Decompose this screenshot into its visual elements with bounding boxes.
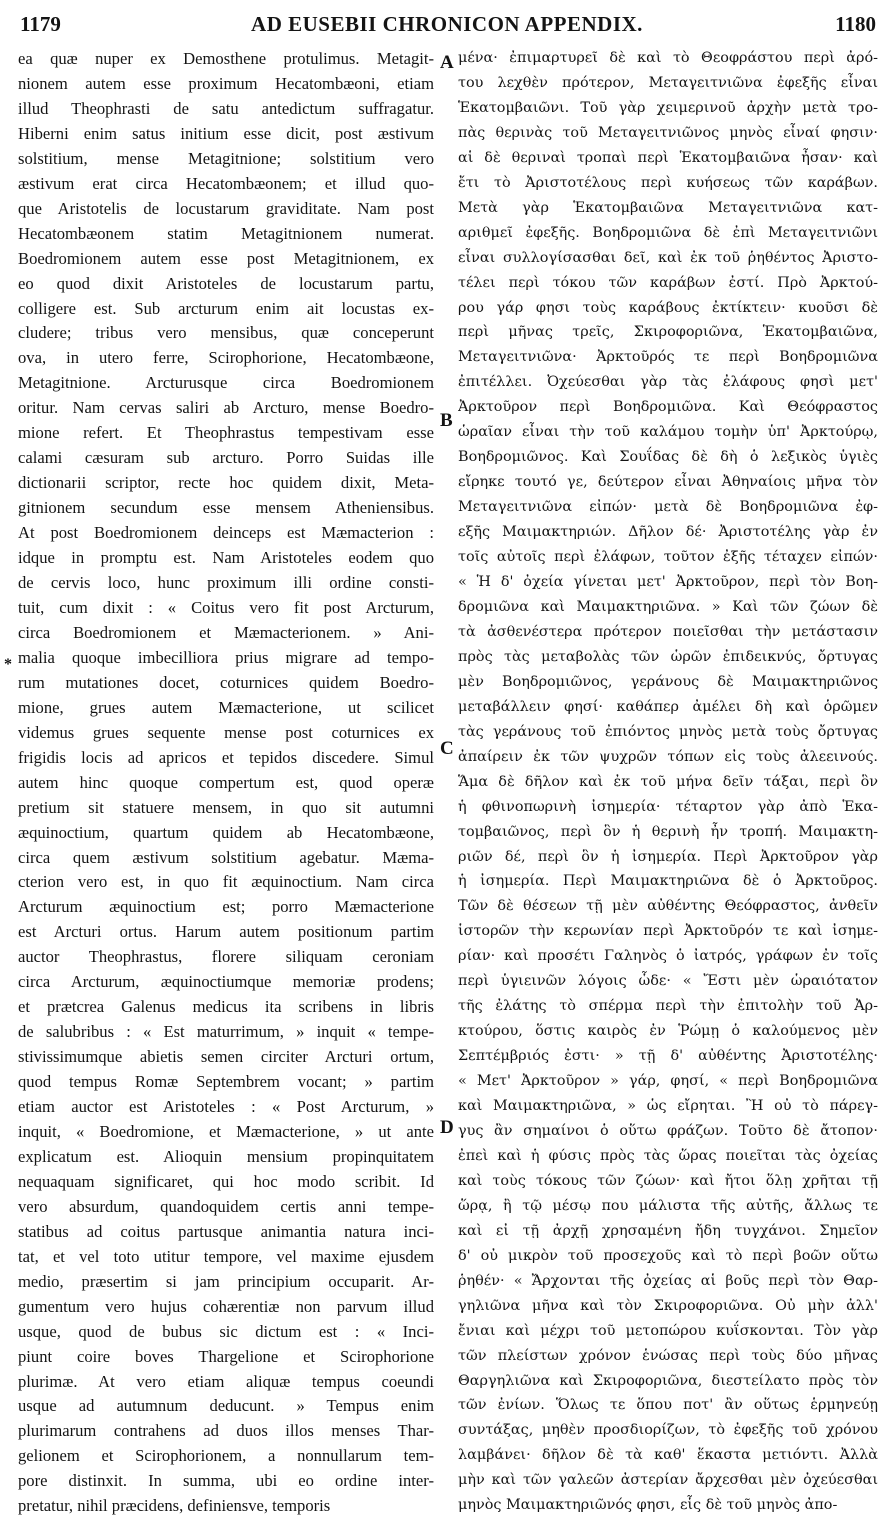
text-line: ova, in utero ferre, Scirophorione, Hecatombæone, xyxy=(18,348,434,368)
text-line: Metagitnione. Arcturusque circa Boedromionem xyxy=(18,373,434,393)
text-line: πρὸς τὰς μεταβολὰς τῶν ὡρῶν ἐπιδεικνύς, ὄρτυγας xyxy=(458,648,878,665)
text-line: γηλιῶνα μῆνα καὶ τὸν Σκιροφοριῶνα. Οὐ μὴν ἀλλ' xyxy=(458,1297,878,1314)
text-line: circa Arcturum, æquinoctiumque memoriæ prodens; xyxy=(18,972,434,992)
text-line: Θαργηλιῶνα καὶ Σκιροφοριῶνα, διεστείλατο πρὸς τὸν xyxy=(458,1372,878,1389)
text-line: usque ad autumnum deducunt. » Tempus enim xyxy=(18,1396,434,1416)
text-line: λαμβάνει· δῆλον δὲ τὰ καθ' ἕκαστα μετιόντι. Ἀλλὰ xyxy=(458,1447,878,1464)
text-line: calami cæsuram sub arcturo. Porro Suidas ille xyxy=(18,448,434,468)
text-line: est Arcturi ortus. Harum autem positionum partim xyxy=(18,922,434,942)
text-line: de cervis loco, hunc proximum illi ordine consti- xyxy=(18,573,434,593)
text-line: etiam auctor est Aristoteles : « Post Arcturum, » xyxy=(18,1097,434,1117)
page-number-right: 1180 xyxy=(835,12,876,36)
text-line: Βοηδρομιῶνος. Καὶ Σουΐδας δὲ δὴ ὁ λεξικὸς ὑγιὲς xyxy=(458,449,878,466)
text-line: ἐπεὶ καὶ ἡ φύσις πρὸς τὰς ὥρας ποιεῖται τὰς ὀχείας xyxy=(458,1147,878,1164)
text-line: ρίαν· καὶ προσέτι Γαληνὸς ὁ ἰατρός, γράφων ἐν τοῖς xyxy=(458,948,878,965)
margin-marker-c: C xyxy=(440,738,454,759)
text-line: mione refert. Et Theophrastus tempestivam esse xyxy=(18,423,434,443)
text-line: illud Theophrasti de satu antedictum suffragatur. xyxy=(18,98,434,118)
text-line: ριῶν δέ, περὶ ὃν ἡ ἰσημερία. Περὶ Ἀρκτοῦρον γὰρ xyxy=(458,848,878,865)
running-header xyxy=(0,8,894,42)
text-line: idque in promptu est. Nam Aristoteles eodem quo xyxy=(18,548,434,568)
text-line: frigidis locis ad apricos et tepidos discedere. Simul xyxy=(18,747,434,767)
text-line: μεταβάλλειν φησί· καθάπερ ἀμέλει δὴ καὶ ὁρῶμεν xyxy=(458,698,878,715)
text-line: autem hinc quoque compertum est, quod operæ xyxy=(18,772,434,792)
text-line: cludere; tribus vero mensibus, quæ conceperunt xyxy=(18,323,434,343)
text-line: μηνὸς Μαιμακτηριῶνός φησι, εἷς δὲ τοῦ μηνὸς ἀπο- xyxy=(458,1497,838,1514)
text-line: τὰ ἀσθενέστερα πρότερον ποιεῖσθαι τὴν μετάστασιν xyxy=(458,623,878,640)
text-line: τέλει περὶ τόκου τῶν καράβων ἐστί. Πρὸ Ἀρκτού- xyxy=(458,274,878,291)
text-line: ὡραῖαν εἶναι τὴν τοῦ καλάμου τομὴν ὑπ' Ἀρκτούρῳ, xyxy=(458,424,878,441)
margin-marker-b: B xyxy=(440,410,453,431)
text-line: tuit, cum dixit : « Coitus vero fit post Arcturum, xyxy=(18,597,434,617)
text-line: explicatum est. Alioquin mensium propinquitatem xyxy=(18,1146,434,1166)
text-line: de salubribus : « Est maturrimum, » inquit « tempe- xyxy=(18,1022,434,1042)
text-line: vero absurdum, quandoquidem certis anni tempe- xyxy=(18,1196,434,1216)
text-line: δ' οὐ μικρὸν τοῦ προσεχοῦς καὶ τὸ περὶ βοῶν οὕτω xyxy=(458,1247,878,1264)
text-line: colligere est. Sub arcturum enim ait locustas ex- xyxy=(18,298,434,318)
text-line: ἐπιτέλλει. Ὀχεύεσθαι γὰρ τὰς ἐλάφους φησὶ μετ' xyxy=(458,374,878,391)
text-line: κτούρου, ὅστις καιρὸς ἐν Ῥώμῃ ὁ καλούμενος μὲν xyxy=(458,1023,878,1040)
text-line: plurimarum contrahens ad duos illos menses Thar- xyxy=(18,1421,434,1441)
greek-column xyxy=(458,46,878,1518)
text-line: piunt coire boves Thargelione et Scirophorione xyxy=(18,1346,434,1366)
text-line: ea quæ nuper ex Demosthene protulimus. Metagit- xyxy=(18,49,434,68)
text-line: συντάξας, μηθὲν προσδιορίζων, τὸ ἐφεξῆς τοῦ χρόνου xyxy=(458,1422,878,1439)
text-line: æquinoctium, quartum quidem ab Hecatombæone, xyxy=(18,822,434,842)
text-line: nionem autem esse proximum Hecatombæoni, etiam xyxy=(18,73,434,93)
running-title: AD EUSEBII CHRONICON APPENDIX. xyxy=(251,12,643,36)
text-line: statibus ad coitus partusque animantia natura inci- xyxy=(18,1221,434,1241)
text-line: rum mutationes docet, coturnices quidem Boedro- xyxy=(18,672,434,692)
text-line: ἀπαίρειν ἐκ τῶν ψυχρῶν τόπων εἰς τοὺς ἀλεεινούς. xyxy=(458,748,878,765)
text-line: τὰς γεράνους τοῦ ἐπιόντος μηνὸς μετὰ τοὺς ὄρτυγας xyxy=(458,723,878,740)
text-line: eo quod dixit Aristoteles de locustarum partu, xyxy=(18,273,434,293)
text-line: que Aristotelis de locustarum graviditate. Nam post xyxy=(18,198,434,218)
text-line: Μεταγειτνιῶνα· Ἀρκτοῦρός τε περὶ Βοηδρομιῶνα xyxy=(458,349,878,366)
text-line: videmus grues sequente mense post coturnices ex xyxy=(18,722,434,742)
text-line: τῆς ἐλάτης τὸ σπέρμα περὶ τὴν ἐπιτολὴν τοῦ Ἀρ- xyxy=(458,998,878,1015)
text-line: oritur. Nam cervas saliri ab Arcturo, mense Boedro- xyxy=(18,398,434,418)
text-line: mione, grues autem Mæmacterione, ut scilicet xyxy=(18,697,434,717)
text-line: quod tempus Romæ Septembrem vocant; » partim xyxy=(18,1072,434,1092)
text-line: stivissimumque abietis semen circiter Arcturi ortum, xyxy=(18,1047,434,1067)
text-line: τῶν πλείστων χρόνον ἑνώσας περὶ τοὺς δύο μῆνας xyxy=(458,1347,878,1364)
text-line: αἱ δὲ θεριναὶ τροπαὶ περὶ Ἑκατομβαιῶνα ἦσαν· καὶ xyxy=(458,149,878,166)
text-line: δρομιῶνα καὶ Μαιμακτηριῶνα. » Καὶ τῶν ζώων δὲ xyxy=(458,598,878,615)
text-line: gelionem et Scirophorionem, a nonnullarum tem- xyxy=(18,1446,434,1466)
text-line: inquit, « Boedromione, et Mæmacterione, » ut ante xyxy=(18,1121,434,1141)
text-line: εξῆς Μαιμακτηριών. Δῆλον δέ· Ἀριστοτέλης γὰρ ἐν xyxy=(458,524,878,541)
text-line: gitnionem secundum esse mensem Atheniensibus. xyxy=(18,498,434,518)
text-line: εἶναι συλλογίσασθαι δεῖ, καὶ ἐκ τοῦ ῥηθέντος Ἀριστο- xyxy=(458,249,878,266)
text-line: τοῖς αὐτοῖς περὶ ἐλάφων, τοῦτον ἐξῆς τέταχεν εἰπών· xyxy=(458,549,878,566)
text-line: τομβαιῶνος, περὶ ὃν ἡ θερινὴ ἦν τροπή. Μαιμακτη- xyxy=(458,823,878,840)
page-number-left: 1179 xyxy=(20,12,61,36)
text-line: nequaquam significaret, qui hoc modo scribit. Id xyxy=(18,1171,434,1191)
text-line: Boedromionem autem esse post Metagitnionem, ex xyxy=(18,248,434,268)
text-line: μὲν Βοηδρομιῶνος, γεράνους δὲ Μαιμακτηριῶνος xyxy=(458,673,878,690)
text-line: γυς ἂν σημαίνοι ὁ οὕτω φράζων. Τοῦτο δὲ ἄτοπον· xyxy=(458,1122,878,1139)
text-line: pore distinxit. In summa, ubi eo ordine inter- xyxy=(18,1471,434,1491)
latin-column xyxy=(18,46,434,1518)
text-line: auctor Theophrastus, florere siliquam ceroniam xyxy=(18,947,434,967)
text-line: dictionarii scriptor, recte hoc quidem dixit, Meta- xyxy=(18,473,434,493)
text-line: ἔνιαι καὶ μέχρι τοῦ μετοπώρου κυΐσκονται. Τὸν γὰρ xyxy=(458,1322,878,1339)
text-line: usque, quod de bubus sic dictum est : « Inci- xyxy=(18,1321,434,1341)
text-line: gumentum vero hujus cohærentiæ non parvum illud xyxy=(18,1296,434,1316)
text-line: Ἑκατομβαιῶνι. Τοῦ γὰρ χειμερινοῦ ἀρχὴν μετὰ τρο- xyxy=(458,99,878,116)
text-line: περὶ ὑγιεινῶν λόγοις ὧδε· « Ἔστι μὲν ὡραιότατον xyxy=(458,973,878,990)
text-line: καὶ εἰ τῇ ἀρχῇ χρησαμένη ἤδη τυγχάνοι. Σημεῖον xyxy=(458,1222,878,1239)
text-line: cterion vero est, in quo fit æquinoctium. Nam circa xyxy=(18,872,434,892)
margin-asterisk: * xyxy=(4,656,12,673)
text-line: « Ἡ δ' ὀχεία γίνεται μετ' Ἀρκτοῦρον, περὶ τὸν Βοη- xyxy=(458,574,878,591)
text-line: malia quoque imbecilliora prius migrare ad tempo- xyxy=(18,647,434,667)
text-line: ῥηθέν· « Ἄρχονται τῆς ὀχείας αἱ βοῦς περὶ τὸν Θαρ- xyxy=(458,1272,878,1289)
text-line: medio, præsertim si jam principium occuparit. Ar- xyxy=(18,1271,434,1291)
margin-marker-d: D xyxy=(440,1117,454,1138)
text-line: tat, et vel toto utitur tempore, vel maxime ejusdem xyxy=(18,1246,434,1266)
text-line: ὥρᾳ, ἢ τῷ μέσῳ που μάλιστα τῆς αὐτῆς, ἄλλως τε xyxy=(458,1197,878,1214)
text-line: ρου γάρ φησι τοὺς καράβους ἐκτίκτειν· κυοῦσι δὲ xyxy=(458,299,878,316)
text-line: Arcturum æquinoctium est; porro Mæmacterione xyxy=(18,897,434,917)
text-line: Hecatombæonem statim Metagitnionem numerat. xyxy=(18,223,434,243)
text-line: Σεπτέμβριός ἐστι· » τῇ δ' αὐθέντης Ἀριστοτέλης· xyxy=(458,1048,878,1065)
text-line: æstivum erat circa Hecatombæonem; et illud quo- xyxy=(18,173,434,193)
text-line: περὶ μῆνας τρεῖς, Σκιροφοριῶνα, Ἑκατομβαιῶνα, xyxy=(458,324,878,341)
text-line: pretium sit statuere mensem, in quo sit autumni xyxy=(18,797,434,817)
text-line: solstitium, mense Metagitnione; solstitium vero xyxy=(18,148,434,168)
text-line: αριθμεῖ ἐφεξῆς. Βοηδρομιῶνα δὲ ἐπὶ Μεταγειτνιῶνι xyxy=(458,224,878,241)
text-line: καὶ Μαιμακτηριῶνα, » ὡς εἴρηται. Ἢ οὐ τὸ πάρεγ- xyxy=(458,1098,878,1115)
text-line: Μετὰ γὰρ Ἑκατομβαιῶνα Μεταγειτνιῶνα κατ- xyxy=(458,199,878,216)
text-line: et prætcrea Galenus medicus ita scribens in libris xyxy=(18,997,434,1017)
text-line: του λεχθὲν πρότερον, Μεταγειτνιῶνα ἐφεξῆς εἶναι xyxy=(458,74,878,91)
text-line: Hiberni enim satus initium esse dicit, post æstivum xyxy=(18,123,434,143)
text-line: Ἅμα δὲ δῆλον καὶ ἐκ τοῦ μήνα δεῖν τάξαι, περὶ ὃν xyxy=(458,773,878,790)
text-line: Ἀρκτοῦρον περὶ Βοηδρομιῶνα. Καὶ Θεόφραστος xyxy=(458,399,878,416)
text-line: τῶν ἐνίων. Ὅλως τε ὅπου ποτ' ἂν οὕτως ἑρμηνεύῃ xyxy=(458,1397,878,1414)
text-line: ἱστορῶν τὴν κερωνίαν περὶ Ἀρκτοῦρόν τε καὶ ἰσημε- xyxy=(458,923,878,940)
text-line: μένα· ἐπιμαρτυρεῖ δὲ καὶ τὸ Θεοφράστου περὶ ἀρό- xyxy=(458,50,878,66)
text-line: ἡ φθινοπωρινὴ ἰσημερία· τέταρτον γὰρ ἀπὸ Ἑκα- xyxy=(458,798,878,815)
text-line: « Μετ' Ἀρκτοῦρον » γάρ, φησί, « περὶ Βοηδρομιῶνα xyxy=(458,1073,878,1090)
text-line: ἔτι τὸ Ἀριστοτέλους περὶ κυήσεως τῶν καράβων. xyxy=(458,174,878,191)
text-line: pretatur, nihil præcidens, definiensve, temporis xyxy=(18,1496,331,1516)
text-line: Τῶν δὲ θέσεων τῇ μὲν αὐθέντης Θεόφραστος, ἀνθεῖν xyxy=(458,898,878,915)
text-line: circa Boedromionem et Mæmacterionem. » Ani- xyxy=(18,622,434,642)
text-line: circa quem æstivum solstitium agebatur. Mæma- xyxy=(18,847,434,867)
text-line: μὴν καὶ τῶν γαλεῶν ἀστερίαν ἄρχεσθαι μὲν ὀχεύεσθαι xyxy=(458,1472,878,1489)
text-line: plurimæ. At vero etiam aliquæ tempus coeundi xyxy=(18,1371,434,1391)
text-line: ἡ ἰσημερία. Περὶ Μαιμακτηριῶνα δὲ ὁ Ἀρκτοῦρος. xyxy=(458,873,878,890)
text-line: At post Boedromionem deinceps est Mæmacterion : xyxy=(18,523,434,543)
text-line: εἴρηκε τουτό γε, δεύτερον εἶναι Ἀθηναίοις μῆνα τὸν xyxy=(458,474,878,491)
margin-marker-a: A xyxy=(440,52,454,73)
text-line: καὶ τοὺς τόκους τῶν ζώων· καὶ ἤτοι ὅλῃ χρῆται τῇ xyxy=(458,1172,878,1189)
text-line: πὰς θερινὰς τοῦ Μεταγειτνιῶνος μηνὸς εἶναί φησιν· xyxy=(458,124,878,141)
text-line: Μεταγειτνιῶνα εἰπών· μετὰ δὲ Βοηδρομιῶνα ἐφ- xyxy=(458,499,878,516)
